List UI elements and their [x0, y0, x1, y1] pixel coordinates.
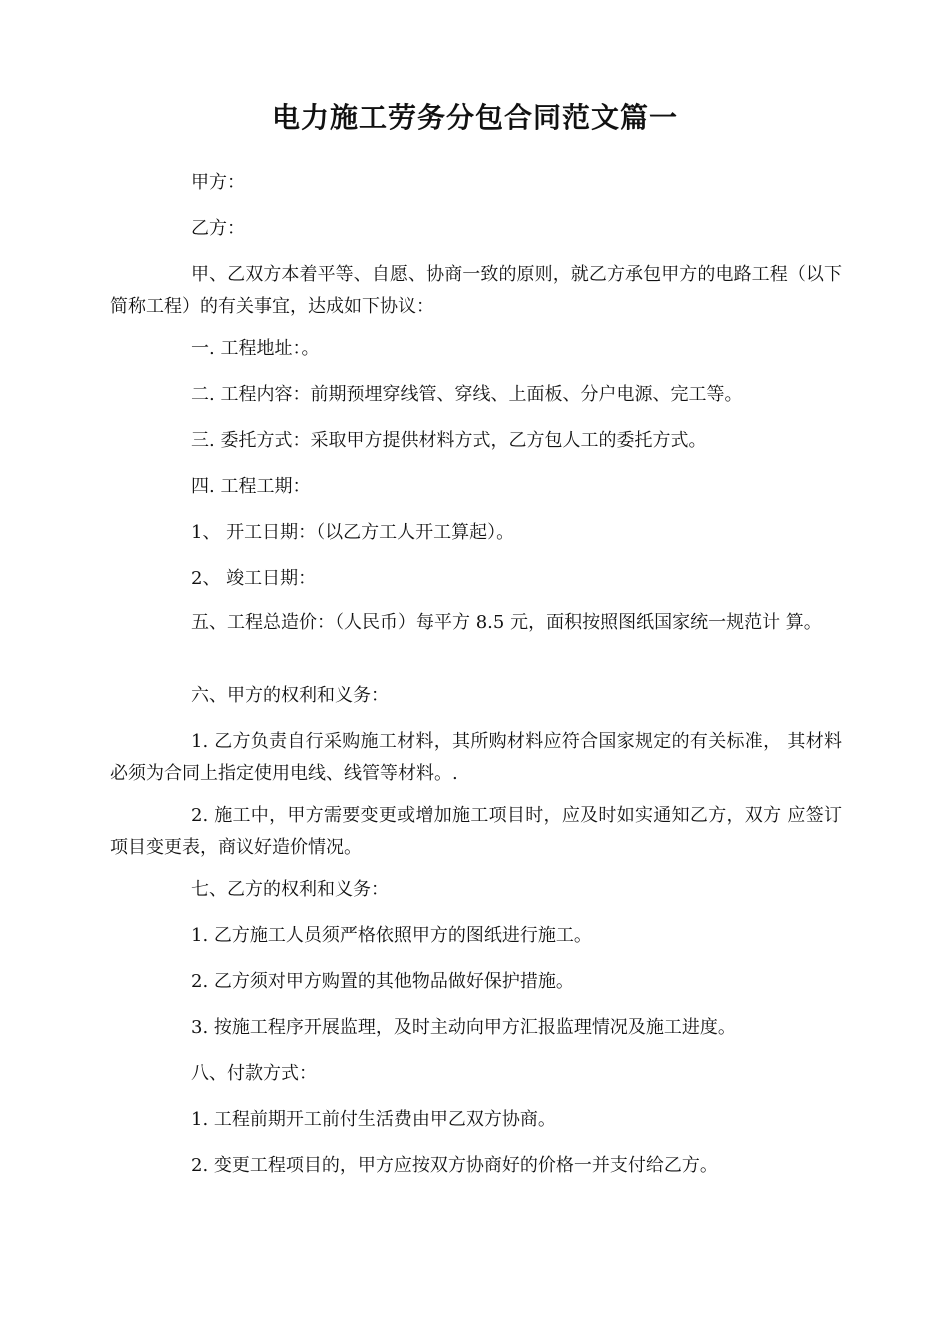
paragraph-project-content: 二. 工程内容：前期预埋穿线管、穿线、上面板、分户电源、完工等。 [191, 384, 743, 405]
paragraph-party-b-item-3: 3. 按施工程序开展监理，及时主动向甲方汇报监理情况及施工进度。 [191, 1017, 736, 1038]
paragraph-party-a-rights: 六、甲方的权利和义务： [191, 685, 389, 706]
paragraph-party-a: 甲方： [191, 172, 245, 193]
paragraph-payment-item-1: 1. 工程前期开工前付生活费由甲乙双方协商。 [191, 1109, 556, 1130]
paragraph-payment-method: 八、付款方式： [191, 1063, 317, 1084]
paragraph-commission-method: 三. 委托方式：采取甲方提供材料方式，乙方包人工的委托方式。 [191, 430, 707, 451]
paragraph-project-period: 四. 工程工期： [191, 476, 311, 497]
document-title: 电力施工劳务分包合同范文篇一 [271, 101, 678, 134]
paragraph-party-b-item-1: 1. 乙方施工人员须严格依照甲方的图纸进行施工。 [191, 925, 592, 946]
paragraph-project-address: 一. 工程地址：。 [191, 338, 320, 359]
paragraph-party-b-rights: 七、乙方的权利和义务： [191, 879, 389, 900]
paragraph-completion-date: 2、 竣工日期： [191, 568, 317, 589]
paragraph-party-b-item-2: 2. 乙方须对甲方购置的其他物品做好保护措施。 [191, 971, 574, 992]
paragraph-total-cost: 五、工程总造价：（人民币）每平方 8.5 元，面积按照图纸国家统一规范计 算。 [191, 612, 822, 633]
paragraph-party-a-item-2: 2. 施工中，甲方需要变更或增加施工项目时，应及时如实通知乙方，双方 应签订项目变更表，商议好造价情况。 [110, 805, 842, 858]
paragraph-payment-item-2: 2. 变更工程项目的，甲方应按双方协商好的价格一并支付给乙方。 [191, 1155, 718, 1176]
paragraph-party-b: 乙方： [191, 218, 245, 239]
paragraph-start-date: 1、 开工日期：（以乙方工人开工算起）。 [191, 522, 515, 543]
paragraph-preamble: 甲、乙双方本着平等、自愿、协商一致的原则，就乙方承包甲方的电路工程（以下简称工程）的有关事宜，达成如下协议： [110, 264, 842, 317]
paragraph-party-a-item-1: 1. 乙方负责自行采购施工材料，其所购材料应符合国家规定的有关标准， 其材料必须为合同上指定使用电线、线管等材料。. [110, 731, 842, 784]
